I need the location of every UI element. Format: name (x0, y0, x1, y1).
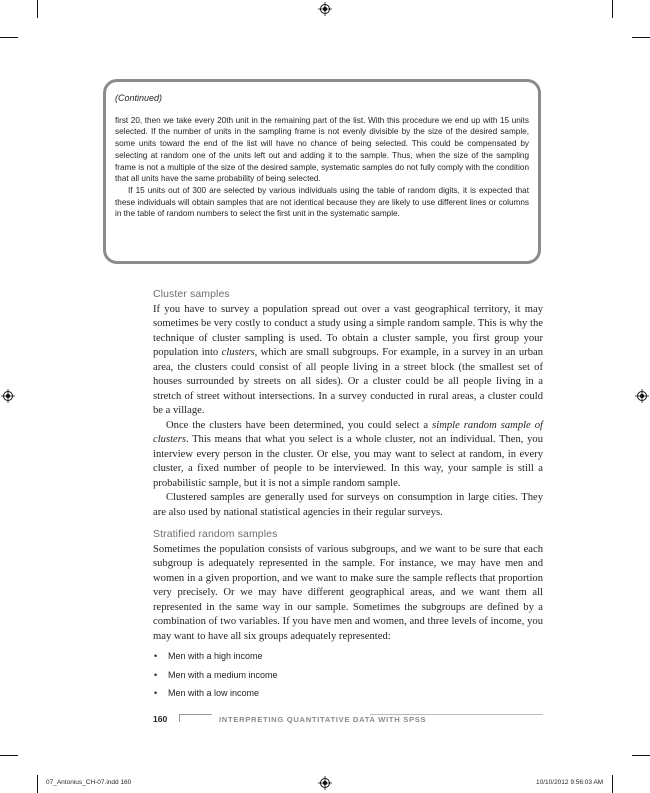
crop-mark (0, 755, 18, 756)
list-item: • Men with a medium income (154, 669, 278, 680)
section-heading: Cluster samples (153, 288, 230, 300)
crop-mark (0, 37, 18, 38)
crop-mark (632, 37, 650, 38)
registration-mark-icon (318, 776, 332, 790)
list-item: • Men with a high income (154, 651, 263, 661)
footer-rule (370, 714, 543, 715)
bullet-icon: • (154, 688, 158, 698)
body-paragraph: If you have to survey a population spread out over a vast geographical territory, it may sometimes be very costly to conduct a study using a simple random sample. This is why the technique of cluster sampling is used. To obtain a cluster sample, you first group your population into clusters, which are small subgroups. For example, in a survey in an urban area, the clusters could consist of all people living in a street block (the smallest set of houses surrounded by streets on all sides). Or a cluster could be all people living in a stretch of street without intersections. In a survey conducted in rural areas, a cluster could be a village. (153, 303, 543, 416)
footer-rule (179, 714, 180, 722)
page-number: 160 (153, 714, 168, 724)
bullet-icon: • (154, 651, 158, 661)
list-item: • Men with a low income (154, 688, 260, 698)
slug-filename: 07_Antonius_CH-07.indd 160 (46, 779, 132, 786)
crop-mark (37, 0, 38, 18)
section-heading: Stratified random samples (153, 528, 278, 540)
continued-label: (Continued) (115, 93, 163, 103)
crop-mark (612, 775, 613, 793)
footer-rule (179, 714, 212, 715)
body-paragraph: Once the clusters have been determined, you could select a simple random sample of clusters. This means that what you select is a whole cluster, not an individual. Then, you interview every person in the cluster. Or else, you may want to select at random, in every cluster, a fixed number of people to be interviewed. In this way, your sample is still a probabilistic sample, but it is not a simple random sample. (153, 419, 543, 489)
body-paragraph: Clustered samples are generally used for surveys on consumption in large cities. They are also used by national statistical agencies in their regular surveys. (153, 492, 543, 518)
running-title: INTERPRETING QUANTITATIVE DATA WITH SPSS (219, 715, 427, 724)
registration-mark-icon (318, 2, 332, 16)
crop-mark (37, 775, 38, 793)
slug-timestamp: 10/10/2012 9:56:03 AM (536, 779, 604, 786)
stratified-section (153, 527, 543, 644)
continued-box-content (115, 93, 529, 220)
registration-mark-icon (635, 389, 649, 403)
box-paragraph: first 20, then we take every 20th unit in the remaining part of the list. With this procedure we end up with 15 units selected. If the number of units in the sampling frame is not evenly divisible by the size of the desired sample, some units toward the end of the list will have no chance of being selected. This could be compensated by selecting at random one of the units left out and adding it to the sample. Thus, when the size of the sampling frame is not a multiple of the size of the desired sample, systematic samples do not fully comply with the condition that all units have the same probability of being selected. (115, 115, 529, 184)
bullet-icon: • (154, 669, 158, 680)
registration-mark-icon (1, 389, 15, 403)
crop-mark (632, 755, 650, 756)
cluster-section (153, 287, 543, 520)
body-paragraph: Sometimes the population consists of various subgroups, and we want to be sure that each subgroup is adequately represented in the sample. For instance, we may have men and women in a given proportion, and we want to make sure the sample reflects that proportion very precisely. Or we may have different geographical areas, and we want them all represented in the same way in our sample. Sometimes the subgroups are defined by a combination of two variables. If you have men and women, and three levels of income, you may want to have all six groups adequately represented: (153, 543, 543, 642)
bullet-list (153, 651, 543, 707)
crop-mark (612, 0, 613, 18)
box-paragraph: If 15 units out of 300 are selected by various individuals using the table of random digits, it is expected that these individuals will obtain samples that are not identical because they are likely to use different lines or columns in the table of random numbers to select the first unit in the systematic sample. (115, 185, 529, 219)
